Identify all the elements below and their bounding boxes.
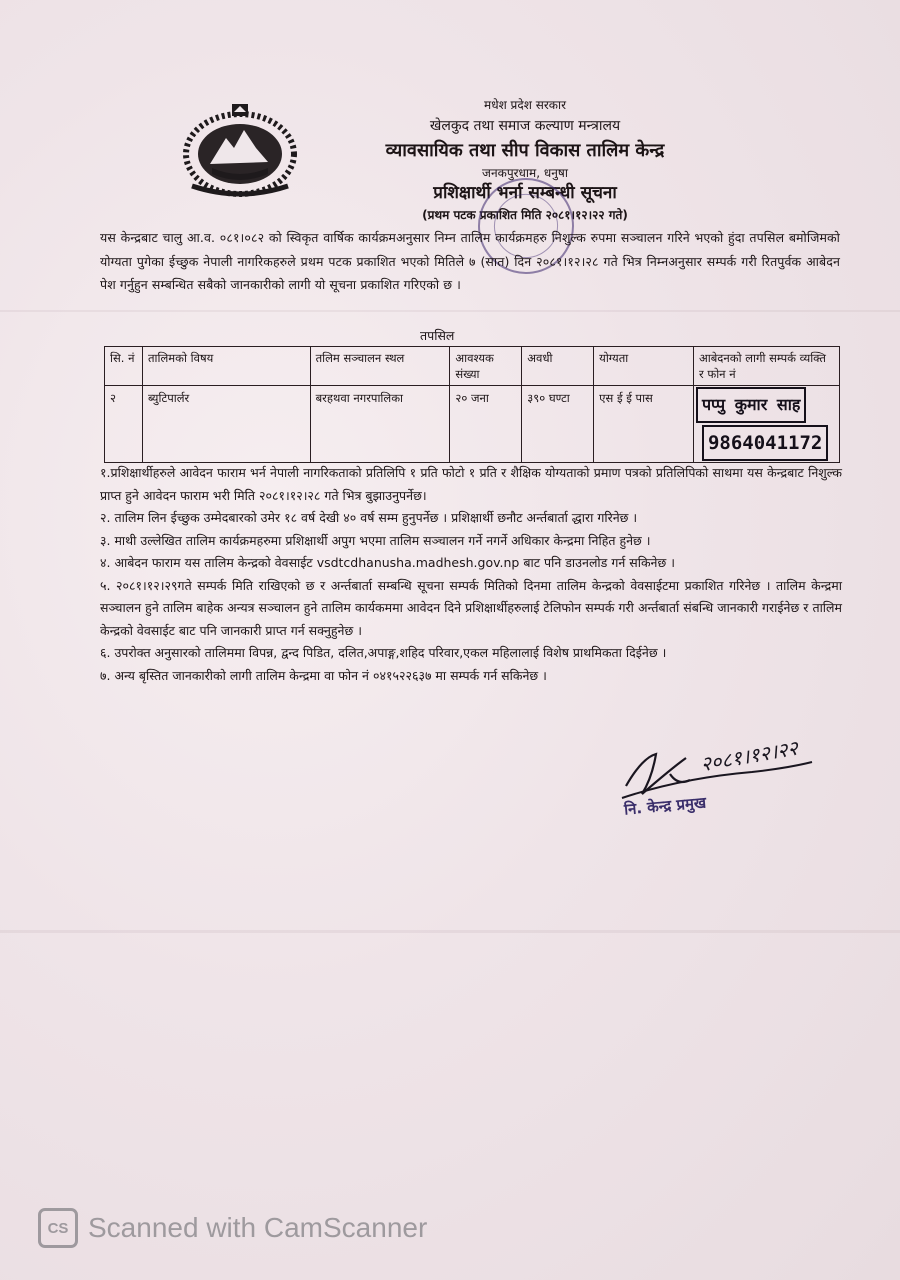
cell-duration: ३९० घण्टा [522,386,594,463]
cell-place: बरहथवा नगरपालिका [310,386,450,463]
note-item: ४. आबेदन फाराम यस तालिम केन्द्रको वेवसाईट vsdtcdhanusha.madhesh.gov.np बाट पनि डाउनलोड गर्न सकिनेछ । [100,555,675,570]
publication-date: (प्रथम पटक प्रकाशित मिति २०८१।१२।२२ गते) [422,208,628,222]
intro-paragraph: यस केन्द्रबाट चालु आ.व. ०८१।०८२ को स्विकृत वार्षिक कार्यक्रमअनुसार निम्न तालिम कार्यक्रमहरु निशुल्क रुपमा सञ्चालन गरिने भएको हुंदा तपसिल बमोजिमको योग्यता पुगेका ईच्छुक नेपाली नागरिकहरुले प्रथम पटक प्रकाशित भएको मितिले ७ (सात) दिन २०८१।१२।२८ गते भित्र निम्नअनुसार सम्पर्क गरी रितपुर्वक आबेदन पेश गर्नुहुन सम्बन्धित सबैको जानकारीको लागी यो सूचना प्रकाशित गरिएको छ । [100,230,840,292]
camscanner-watermark [38,1208,427,1248]
cell-qualification: एस ई ई पास [594,386,694,463]
table-row [105,386,840,463]
cell-subject: ब्युटिपार्लर [142,386,310,463]
note-item: ६. उपरोक्त अनुसारको तालिममा विपन्न, द्वन्द पिडित, दलित,अपाङ्ग,शहिद परिवार,एकल महिलालाई विशेष प्राथमिकता दिईनेछ । [100,645,667,660]
column-header: योग्यता [594,347,694,386]
note-item: ५. २०८१।१२।२९गते सम्पर्क मिति राखिएको छ र अर्न्तबार्ता सम्बन्धि सूचना सम्पर्क मितिको दिनमा तालिम केन्द्रको वेवसाईटमा प्रकाशित गरिनेछ । तालिम केन्द्रमा सञ्चालन हुने तालिम बाहेक अन्यत्र सञ्चालन हुने तालिम कार्यकममा आवेदन दिने प्रशिक्षार्थीहरुलाई टेलिफोन सम्पर्क गरी अर्न्तबार्ता संबन्धि जानकारी गराईनेछ र तालिम केन्द्रको वेवसाईट बाट पनि जानकारी प्राप्त गर्न सक्नुहुनेछ । [100,577,842,638]
center-location: जनकपुरधाम, धनुषा [482,166,568,180]
camscanner-logo-icon: CS [38,1208,78,1248]
center-name: व्यावसायिक तथा सीप विकास तालिम केन्द्र [385,140,665,161]
column-header: आवश्यक संख्या [450,347,522,386]
notice-title: प्रशिक्षार्थी भर्ना सम्बन्धी सूचना [433,183,617,203]
signature-date: २०८१।१२।२२ [698,735,800,777]
cell-count: २० जना [450,386,522,463]
signature-title: नि. केन्द्र प्रमुख [623,793,707,819]
contact-phone-handwritten: 9864041172 [702,425,828,461]
ministry-name: खेलकुद तथा समाज कल्याण मन्त्रालय [429,118,621,134]
column-header: तलिम सञ्चालन स्थल [310,347,450,386]
note-item: ३. माथी उल्लेखित तालिम कार्यक्रमहरुमा प्रशिक्षार्थी अपुग भएमा तालिम सञ्चालन गर्ने नगर्ने अधिकार केन्द्रमा निहित हुनेछ । [100,532,651,548]
column-header: आबेदनको लागी सम्पर्क व्यक्ति र फोन नं [693,347,839,386]
cell-contact [693,386,839,463]
column-header: सि. नं [105,347,143,386]
note-item: ७. अन्य बृस्तित जानकारीको लागी तालिम केन्द्रमा वा फोन नं ०४१५२२६३७ मा सम्पर्क गर्न सकिनेछ । [100,667,547,683]
notes-list [100,462,842,687]
paper-crease [0,930,900,933]
training-table [104,346,840,463]
cell-serial: २ [105,386,143,463]
table-header-row [105,347,840,386]
watermark-text: Scanned with CamScanner [88,1212,428,1243]
table-caption: तपसिल [420,328,455,343]
note-item: २. तालिम लिन ईच्छुक उम्मेदबारको उमेर १८ वर्ष देखी ४० वर्ष सम्म हुनुपर्नेछ । प्रशिक्षार्थी छनौट अर्न्तबार्ता द्धारा गरिनेछ । [100,510,638,525]
column-header: तालिमको विषय [142,347,310,386]
government-emblem [182,102,298,198]
government-name: मधेश प्रदेश सरकार [484,98,566,112]
contact-name-handwritten: पप्पु कुमार साह [696,387,806,423]
note-item: १.प्रशिक्षार्थीहरुले आवेदन फाराम भर्न नेपाली नागरिकताको प्रतिलिपि १ प्रति फोटो १ प्रति र शैक्षिक योग्यताको प्रमाण पत्रको प्रतिलिपिको साथमा यस केन्द्रबाट निशुल्क प्राप्त हुने आवेदन फाराम भरी मिति २०८१।१२।२८ गते भित्र बुझाउनुपर्नेछ। [100,465,842,503]
column-header: अवधी [522,347,594,386]
paper-crease [0,310,900,312]
